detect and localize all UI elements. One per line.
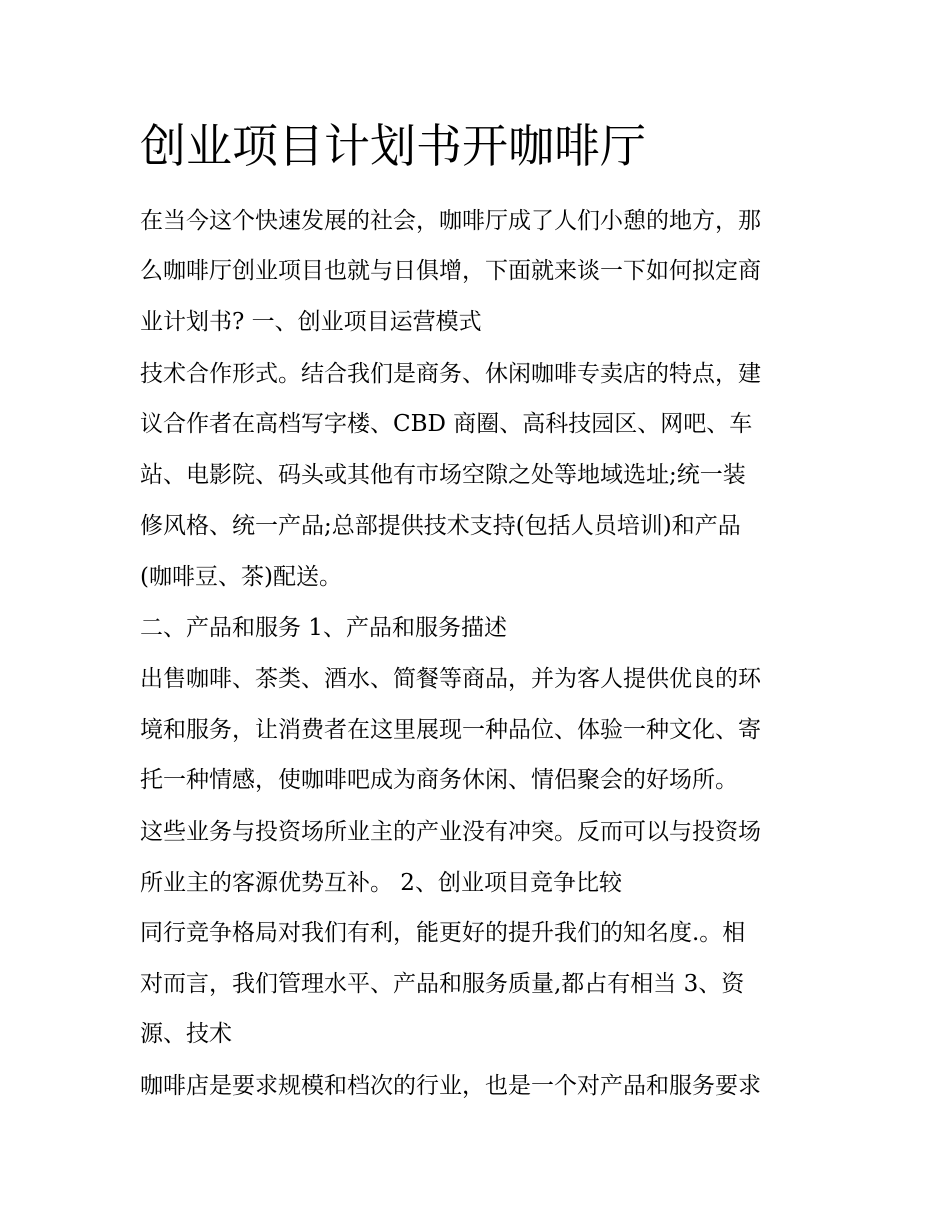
body-line: 咖啡店是要求规模和档次的行业，也是一个对产品和服务要求 xyxy=(140,1073,761,1099)
body-line: 托一种情感，使咖啡吧成为商务休闲、情侣聚会的好场所。 xyxy=(140,767,738,793)
body-line: 技术合作形式。结合我们是商务、休闲咖啡专卖店的特点，建 xyxy=(140,361,761,387)
body-line: 对而言，我们管理水平、产品和服务质量,都占有相当 3、资 xyxy=(140,971,745,997)
body-line: 出售咖啡、茶类、酒水、简餐等商品，并为客人提供优良的环 xyxy=(140,666,761,692)
body-line: 议合作者在高档写字楼、CBD 商圈、高科技园区、网吧、车 xyxy=(140,411,753,437)
body-line: (咖啡豆、茶)配送。 xyxy=(140,564,342,590)
body-line: 么咖啡厅创业项目也就与日俱增，下面就来谈一下如何拟定商 xyxy=(140,258,761,284)
body-line: 所业主的客源优势互补。 2、创业项目竞争比较 xyxy=(140,870,622,896)
section-heading: 二、产品和服务 1、产品和服务描述 xyxy=(140,615,507,641)
body-line: 站、电影院、码头或其他有市场空隙之处等地域选址;统一装 xyxy=(140,462,746,488)
body-line: 这些业务与投资场所业主的产业没有冲突。反而可以与投资场 xyxy=(140,819,761,845)
body-line: 境和服务，让消费者在这里展现一种品位、体验一种文化、寄 xyxy=(140,717,761,743)
body-line: 同行竞争格局对我们有利，能更好的提升我们的知名度.。相 xyxy=(140,920,746,946)
body-line: 源、技术 xyxy=(140,1021,232,1047)
document-title: 创业项目计划书开咖啡厅 xyxy=(140,119,646,173)
body-line: 业计划书? 一、创业项目运营模式 xyxy=(140,309,482,335)
body-line: 修风格、统一产品;总部提供技术支持(包括人员培训)和产品 xyxy=(140,513,741,539)
body-line: 在当今这个快速发展的社会，咖啡厅成了人们小憩的地方，那 xyxy=(140,208,761,234)
